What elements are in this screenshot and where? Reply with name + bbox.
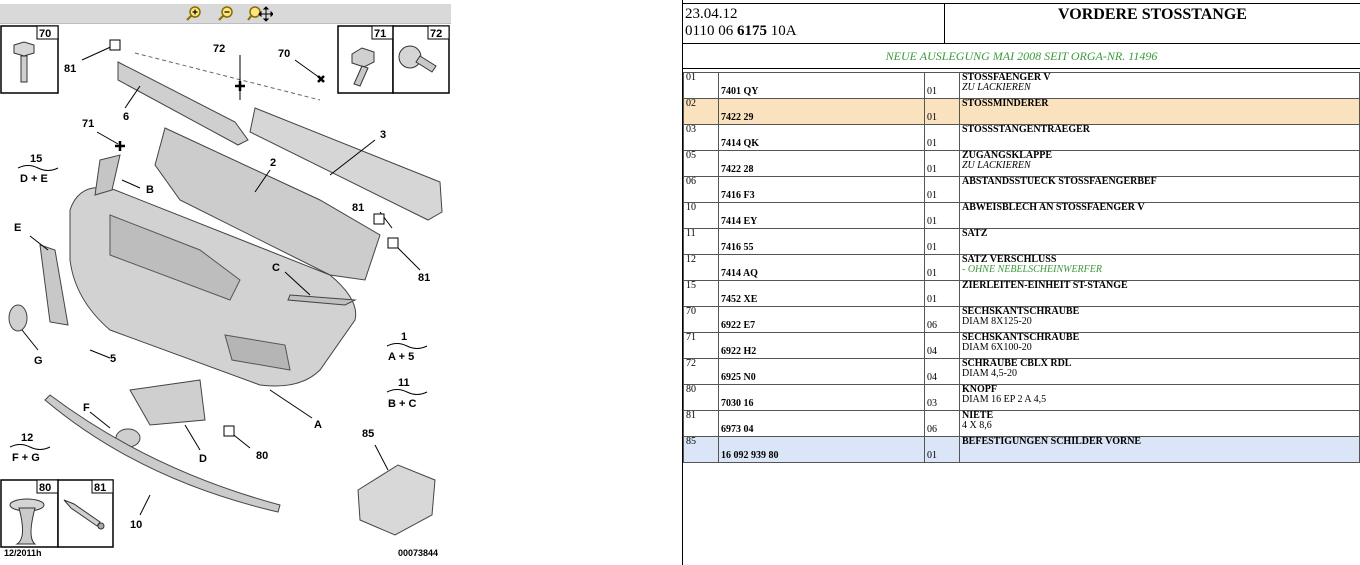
table-row[interactable] — [684, 411, 1360, 437]
callout-81-right: 81 — [418, 272, 431, 284]
callout-81-mid: 81 — [352, 202, 365, 214]
kit-12-members: F + G — [12, 452, 40, 464]
part-note: ZU LACKIEREN — [962, 160, 1031, 171]
ref-cell: 02 — [684, 99, 719, 125]
part-note: DIAM 4,5-20 — [962, 368, 1017, 379]
part-E-trim — [40, 245, 68, 325]
part-B-grille — [95, 155, 120, 195]
description-cell — [960, 229, 1360, 255]
part-number-cell[interactable]: 7401 QY — [719, 73, 925, 99]
description-cell — [960, 99, 1360, 125]
callout-81-top: 81 — [64, 63, 77, 75]
kit-11-members: B + C — [388, 398, 417, 410]
callout-6: 6 — [123, 111, 130, 123]
table-row[interactable] — [684, 333, 1360, 359]
kit-15 — [18, 153, 58, 185]
part-note: ZU LACKIEREN — [962, 82, 1031, 93]
diagram-panel — [0, 0, 455, 565]
part-number-cell[interactable]: 7422 28 — [719, 151, 925, 177]
part-description: ABSTANDSSTUECK STOSSFAENGERBEF — [962, 176, 1157, 187]
part-description: STOSSMINDERER — [962, 98, 1049, 109]
ref-cell: 80 — [684, 385, 719, 411]
ref-cell: 10 — [684, 203, 719, 229]
table-row[interactable] — [684, 307, 1360, 333]
callout-85: 85 — [362, 428, 375, 440]
header-info — [685, 6, 797, 40]
part-description: ZUGANGSKLAPPE — [962, 150, 1053, 161]
ref-cell: 03 — [684, 125, 719, 151]
header-date: 23.04.12 — [685, 6, 738, 22]
description-cell — [960, 385, 1360, 411]
description-cell — [960, 203, 1360, 229]
pan-zoom-button[interactable] — [246, 4, 274, 23]
part-number-cell[interactable]: 7416 55 — [719, 229, 925, 255]
diagram-date-code: 12/2011h — [4, 548, 42, 558]
callout-10: 10 — [130, 519, 143, 531]
kit-1-number: 1 — [401, 331, 408, 343]
table-row[interactable] — [684, 125, 1360, 151]
table-row[interactable] — [684, 359, 1360, 385]
inset-70 — [1, 26, 58, 93]
description-cell — [960, 437, 1360, 463]
zoom-in-icon — [186, 6, 202, 22]
quantity-cell: 06 — [925, 307, 960, 333]
part-number-cell[interactable]: 7414 EY — [719, 203, 925, 229]
table-row[interactable] — [684, 203, 1360, 229]
parts-header — [683, 3, 1360, 44]
kit-11-number: 11 — [398, 377, 410, 389]
inset-71 — [338, 26, 393, 93]
table-row[interactable] — [684, 281, 1360, 307]
table-row[interactable] — [684, 385, 1360, 411]
parts-table — [683, 72, 1360, 463]
ref-cell: 06 — [684, 177, 719, 203]
part-85-kit — [358, 465, 435, 535]
description-cell — [960, 151, 1360, 177]
callout-72: 72 — [213, 43, 226, 55]
part-number-cell[interactable]: 7452 XE — [719, 281, 925, 307]
parts-list-panel — [683, 3, 1360, 463]
callout-5: 5 — [110, 353, 117, 365]
quantity-cell: 01 — [925, 229, 960, 255]
quantity-cell: 01 — [925, 99, 960, 125]
diagram-image-number: 00073844 — [398, 548, 439, 558]
callout-E: E — [14, 222, 22, 234]
part-number-cell[interactable]: 6925 N0 — [719, 359, 925, 385]
part-number-cell[interactable]: 7422 29 — [719, 99, 925, 125]
callout-70: 70 — [278, 48, 291, 60]
part-description: SECHSKANTSCHRAUBE — [962, 332, 1080, 343]
part-description: SCHRAUBE CBLX RDL — [962, 358, 1072, 369]
ref-cell: 72 — [684, 359, 719, 385]
kit-15-number: 15 — [30, 153, 43, 165]
callout-A: A — [314, 419, 322, 431]
quantity-cell: 01 — [925, 255, 960, 281]
callout-G: G — [34, 355, 43, 367]
ref-cell: 85 — [684, 437, 719, 463]
inset-label-72: 72 — [430, 28, 443, 40]
kit-15-members: D + E — [20, 173, 48, 185]
inset-72 — [393, 26, 449, 93]
ref-cell: 71 — [684, 333, 719, 359]
part-D-surround — [130, 380, 205, 425]
zoom-out-icon — [218, 6, 234, 22]
callout-F: F — [83, 402, 90, 414]
quantity-cell: 06 — [925, 411, 960, 437]
table-row[interactable] — [684, 255, 1360, 281]
ref-cell: 81 — [684, 411, 719, 437]
callout-2: 2 — [270, 157, 277, 169]
inset-label-71: 71 — [374, 28, 387, 40]
quantity-cell: 04 — [925, 359, 960, 385]
part-number-cell[interactable]: 6922 E7 — [719, 307, 925, 333]
callout-B: B — [146, 184, 154, 196]
quantity-cell: 01 — [925, 73, 960, 99]
description-cell — [960, 359, 1360, 385]
callout-3: 3 — [380, 129, 387, 141]
part-number-cell[interactable]: 7030 16 — [719, 385, 925, 411]
design-change-notice: NEUE AUSLEGUNG MAI 2008 SEIT ORGA-NR. 11496 — [683, 44, 1360, 69]
zoom-in-button[interactable] — [184, 4, 204, 23]
ref-cell: 70 — [684, 307, 719, 333]
part-note: - OHNE NEBELSCHEINWERFER — [962, 264, 1102, 275]
ref-cell: 05 — [684, 151, 719, 177]
kit-12 — [10, 432, 50, 464]
ref-cell: 11 — [684, 229, 719, 255]
part-note: DIAM 8X125-20 — [962, 316, 1032, 327]
part-description: STOSSSTANGENTRAEGER — [962, 124, 1091, 135]
table-row[interactable] — [684, 73, 1360, 99]
part-number-cell[interactable]: 7416 F3 — [719, 177, 925, 203]
part-note: DIAM 6X100-20 — [962, 342, 1032, 353]
table-row[interactable] — [684, 99, 1360, 125]
part-description: NIETE — [962, 410, 994, 421]
table-row[interactable] — [684, 229, 1360, 255]
description-cell — [960, 73, 1360, 99]
quantity-cell: 01 — [925, 437, 960, 463]
quantity-cell: 01 — [925, 177, 960, 203]
table-row[interactable] — [684, 437, 1360, 463]
part-number-cell[interactable]: 6922 H2 — [719, 333, 925, 359]
part-description: KNOPF — [962, 384, 997, 395]
part-description: ZIERLEITEN-EINHEIT ST-STANGE — [962, 280, 1128, 291]
quantity-cell: 03 — [925, 385, 960, 411]
part-number-cell[interactable]: 7414 QK — [719, 125, 925, 151]
callout-80: 80 — [256, 450, 269, 462]
pan-zoom-icon — [247, 6, 273, 22]
description-cell — [960, 177, 1360, 203]
part-description: SECHSKANTSCHRAUBE — [962, 306, 1080, 317]
part-6-bracket — [118, 62, 248, 145]
kit-1-members: A + 5 — [388, 351, 415, 363]
quantity-cell: 01 — [925, 203, 960, 229]
header-reference: 0110 06 6175 10A — [685, 23, 797, 39]
part-number-cell[interactable]: 7414 AQ — [719, 255, 925, 281]
part-number-cell[interactable]: 6973 04 — [719, 411, 925, 437]
kit-12-number: 12 — [21, 432, 34, 444]
quantity-cell: 01 — [925, 125, 960, 151]
description-cell — [960, 333, 1360, 359]
ref-cell: 01 — [684, 73, 719, 99]
inset-label-70: 70 — [39, 28, 52, 40]
zoom-out-button[interactable] — [216, 4, 236, 23]
inset-label-81: 81 — [94, 482, 107, 494]
kit-1 — [387, 331, 427, 363]
description-cell — [960, 125, 1360, 151]
description-cell — [960, 307, 1360, 333]
part-description: SATZ — [962, 228, 988, 239]
part-description: SATZ VERSCHLUSS — [962, 254, 1057, 265]
description-cell — [960, 411, 1360, 437]
ref-cell: 12 — [684, 255, 719, 281]
table-row[interactable] — [684, 151, 1360, 177]
ref-cell: 15 — [684, 281, 719, 307]
part-G-plug — [9, 305, 27, 331]
inset-81 — [58, 480, 113, 547]
part-note: DIAM 16 EP 2 A 4,5 — [962, 394, 1047, 405]
inset-label-80: 80 — [39, 482, 52, 494]
page-title: VORDERE STOSSTANGE — [1058, 6, 1247, 23]
table-row[interactable] — [684, 177, 1360, 203]
callout-71: 71 — [82, 118, 95, 130]
description-cell — [960, 281, 1360, 307]
description-cell — [960, 255, 1360, 281]
part-description: BEFESTIGUNGEN SCHILDER VORNE — [962, 436, 1142, 447]
zoom-toolbar — [0, 4, 451, 24]
kit-11 — [387, 377, 427, 410]
callout-C: C — [272, 262, 280, 274]
quantity-cell: 04 — [925, 333, 960, 359]
exploded-parts-diagram — [0, 23, 455, 565]
inset-80 — [1, 480, 58, 547]
part-number-cell[interactable]: 16 092 939 80 — [719, 437, 925, 463]
part-description: STOSSFAENGER V — [962, 72, 1051, 83]
quantity-cell: 01 — [925, 151, 960, 177]
part-note: 4 X 8,6 — [962, 420, 992, 431]
callout-D: D — [199, 453, 207, 465]
part-description: ABWEISBLECH AN STOSSFAENGER V — [962, 202, 1145, 213]
quantity-cell: 01 — [925, 281, 960, 307]
